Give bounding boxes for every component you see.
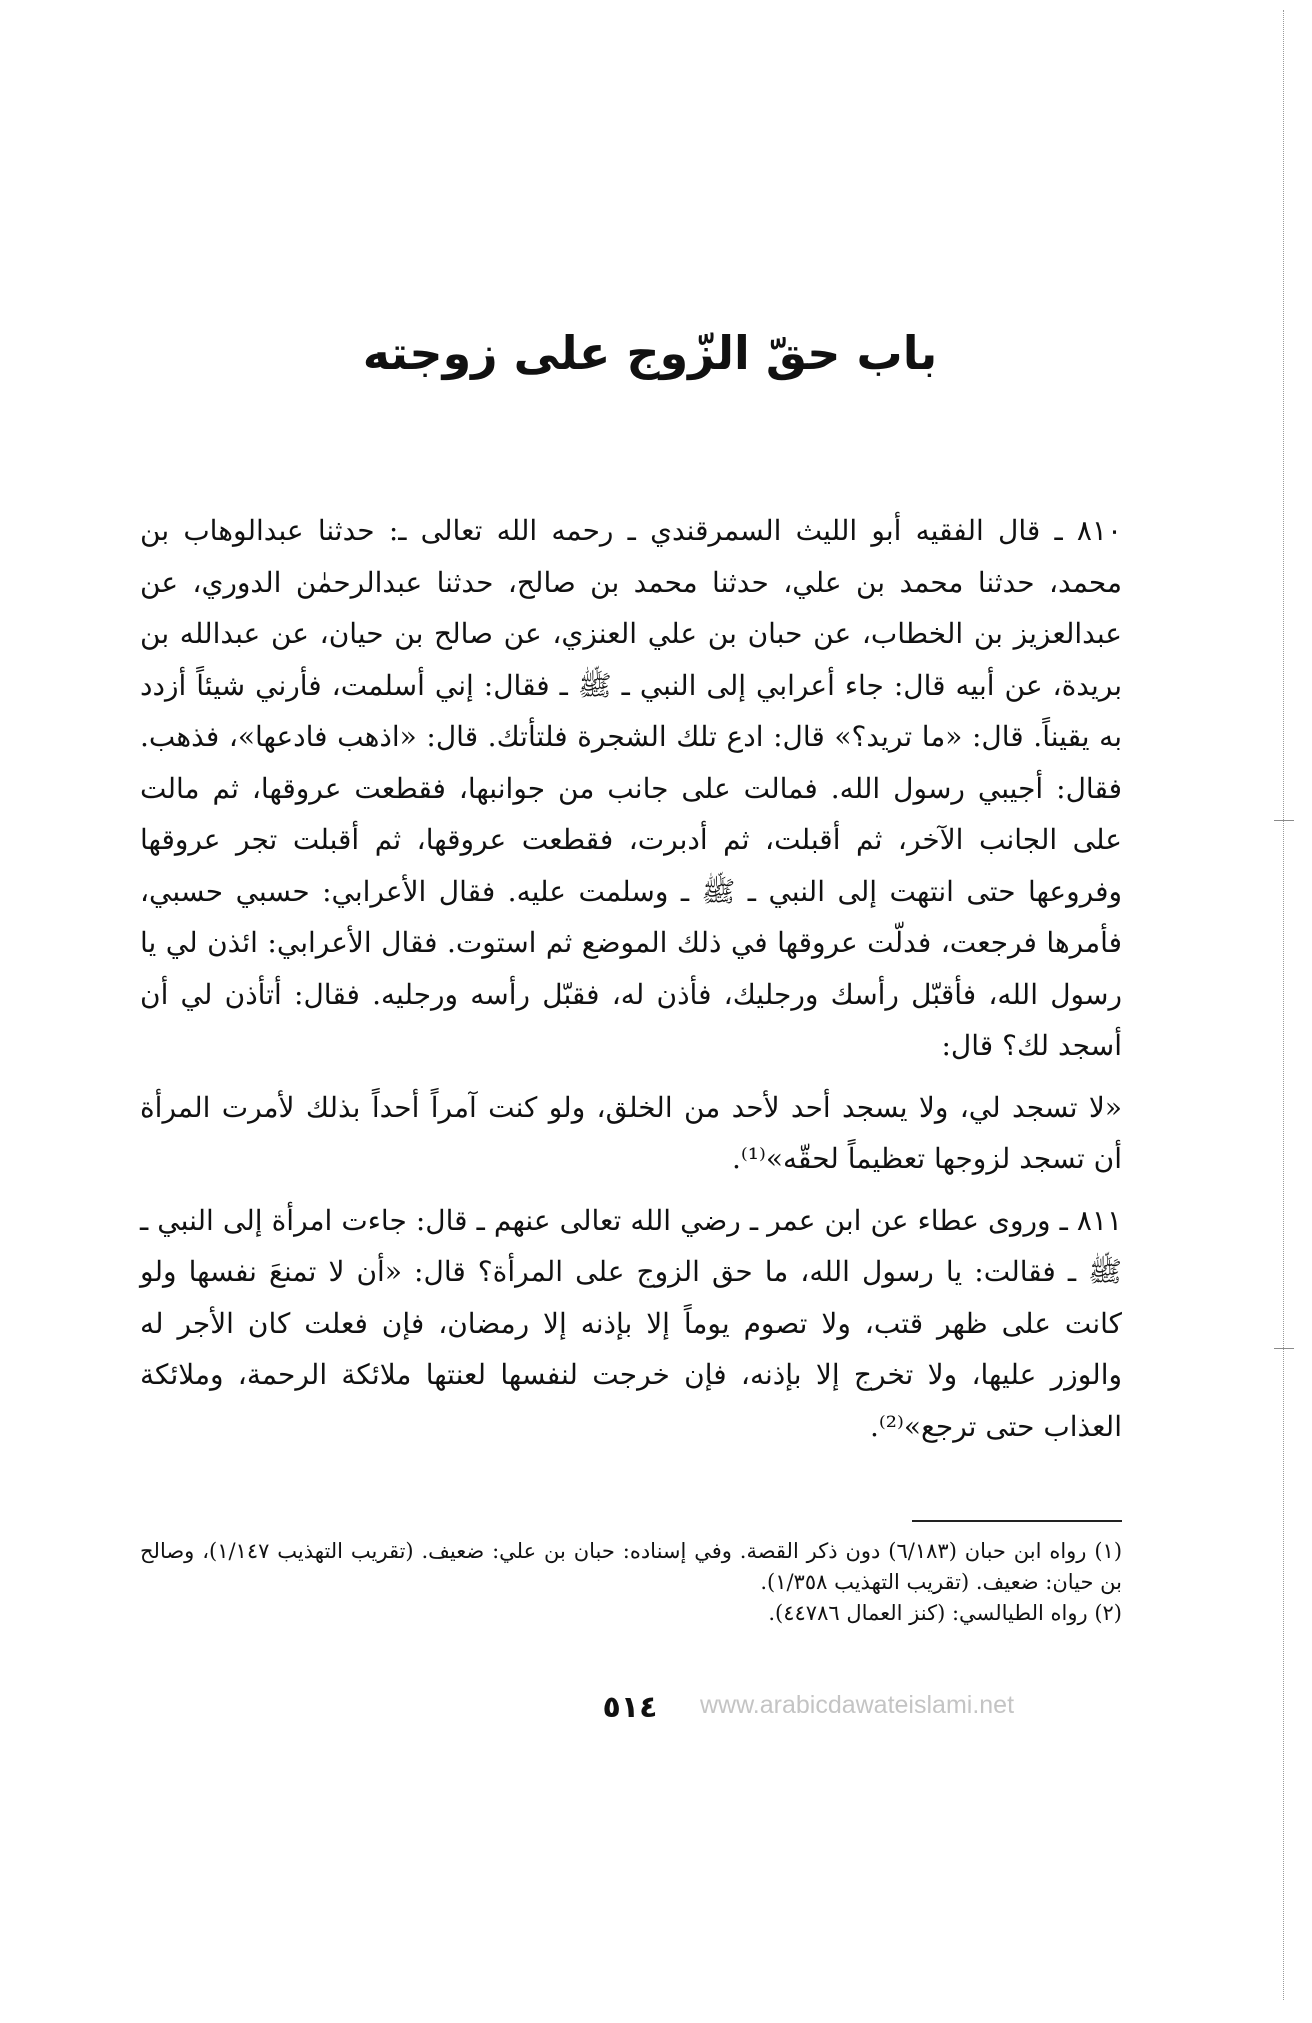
page-edge-line: [1283, 10, 1284, 2000]
footnote-separator: [912, 1520, 1122, 1522]
page-edge-tick: [1274, 820, 1294, 821]
main-text: [140, 505, 1122, 1452]
hadith-810-quote-paragraph: «لا تسجد لي، ولا يسجد أحد لأحد من الخلق، ولو كنت آمراً أحداً بذلك لأمرت المرأة أن تسجد لزوجها تعظيماً لحقّه»⁽¹⁾.: [140, 1090, 1122, 1175]
chapter-title: باب حقّ الزّوج على زوجته: [362, 326, 938, 380]
footnote-1: (١) رواه ابن حبان (٦/١٨٣) دون ذكر القصة. وفي إسناده: حبان بن علي: ضعيف. (تقريب التهذيب ١/١٤٧)، وصالح بن حيان: ضعيف. (تقريب التهذيب ١/٣٥٨).: [140, 1539, 1123, 1594]
watermark-url: www.arabicdawateislami.net: [700, 1691, 1015, 1719]
footnotes: [140, 1536, 1122, 1629]
hadith-811-paragraph: ٨١١ ـ وروى عطاء عن ابن عمر ـ رضي الله تعالى عنهم ـ قال: جاءت امرأة إلى النبي ـ ﷺ ـ فقالت: يا رسول الله، ما حق الزوج على المرأة؟ قال: «أن لا تمنعَ نفسها ولو كانت على ظهر قتب، ولا تصوم يوماً إلا بإذنه إلا رمضان، فإن فعلت كان الأجر له والوزر عليها، ولا تخرج إلا بإذنه، فإن خرجت لنفسها لعنتها ملائكة الرحمة، وملائكة العذاب حتى ترجع»⁽²⁾.: [140, 1203, 1122, 1443]
page-edge-tick: [1274, 1348, 1294, 1349]
page-number: ٥١٤: [602, 1690, 658, 1725]
footnote-2: (٢) رواه الطيالسي: (كنز العمال ٤٤٧٨٦).: [768, 1601, 1122, 1625]
hadith-810-paragraph: ٨١٠ ـ قال الفقيه أبو الليث السمرقندي ـ رحمه الله تعالى ـ: حدثنا عبدالوهاب بن محمد، حدثنا محمد بن علي، حدثنا محمد بن صالح، حدثنا عبدالرحمٰن الدوري، عن عبدالعزيز بن الخطاب، عن حبان بن علي العنزي، عن صالح بن حيان، عن عبدالله بن بريدة، عن أبيه قال: جاء أعرابي إلى النبي ـ ﷺ ـ فقال: إني أسلمت، فأرني شيئاً أزدد به يقيناً. قال: «ما تريد؟» قال: ادع تلك الشجرة فلتأتك. قال: «اذهب فادعها»، فذهب. فقال: أجيبي رسول الله. فمالت على جانب من جوانبها، فقطعت عروقها، ثم مالت على الجانب الآخر، ثم أقبلت، ثم أدبرت، فقطعت عروقها، ثم أقبلت تجر عروقها وفروعها حتى انتهت إلى النبي ـ ﷺ ـ وسلمت عليه. فقال الأعرابي: حسبي حسبي، فأمرها فرجعت، فدلّت عروقها في ذلك الموضع ثم استوت. فقال الأعرابي: ائذن لي يا رسول الله، فأقبّل رأسك ورجليك، فأذن له، فقبّل رأسه ورجليه. فقال: أتأذن لي أن أسجد لك؟ قال:: [140, 514, 1122, 1062]
